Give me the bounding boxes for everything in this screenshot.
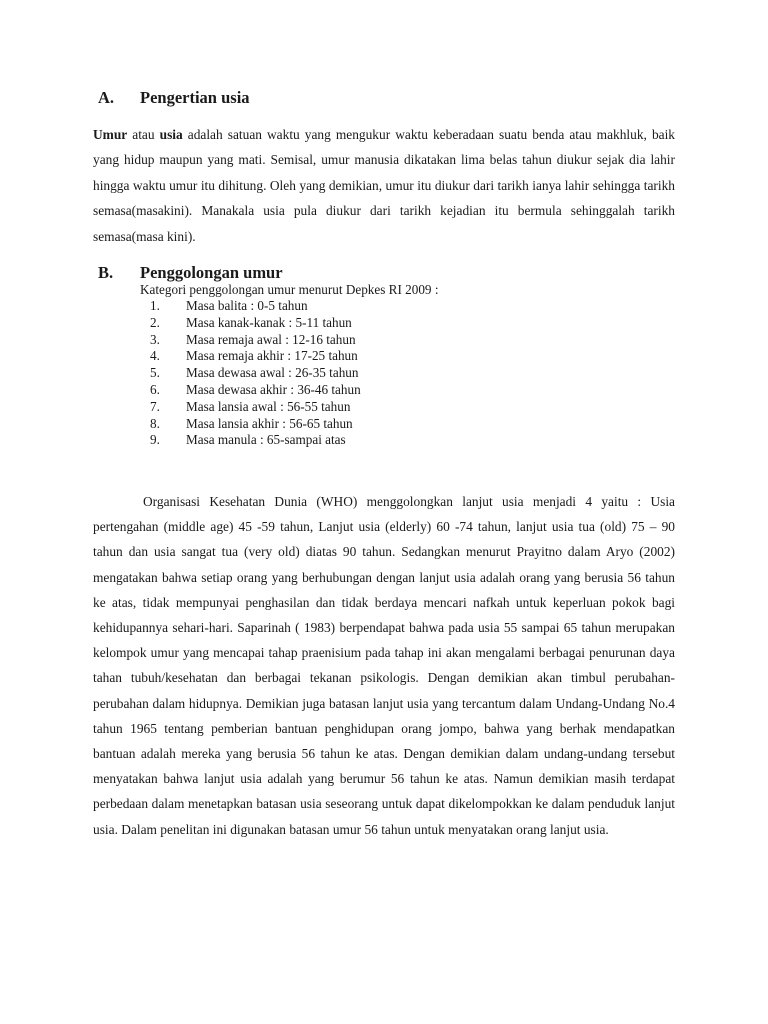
section-b-title: Penggolongan umur [140,263,283,282]
who-classification-paragraph: Organisasi Kesehatan Dunia (WHO) menggolongkan lanjut usia menjadi 4 yaitu : Usia pertengahan (middle age) 45 -59 tahun, Lanjut usia (elderly) 60 -74 tahun, lanjut usia tua (old) 75 – 90 tahun dan usia sangat tua (very old) diatas 90 tahun. Sedangkan menurut Prayitno dalam Aryo (2002) mengatakan bahwa setiap orang yang berhubungan dengan lanjut usia adalah orang yang berusia 56 tahun ke atas, tidak mempunyai penghasilan dan tidak berdaya mencari nafkah untuk keperluan pokok bagi kehidupannya sehari-hari. Saparinah ( 1983) berpendapat bahwa pada usia 55 sampai 65 tahun merupakan kelompok umur yang mencapai tahap praenisium pada tahap ini akan mengalami berbagai penurunan daya tahan tubuh/kesehatan dan berbagai tekanan psikologis. Dengan demikian akan timbul perubahan-perubahan dalam hidupnya. Demikian juga batasan lanjut usia yang tercantum dalam Undang-Undang No.4 tahun 1965 tentang pemberian bantuan penghidupan orang jompo, bahwa yang berhak mendapatkan bantuan adalah mereka yang berusia 56 tahun ke atas. Dengan demikian dalam undang-undang tersebut menyatakan bahwa lanjut usia adalah yang berumur 56 tahun ke atas. Namun demikian masih terdapat perbedaan dalam menetapkan batasan usia seseorang untuk dapat dikelompokkan ke dalam penduduk lanjut usia. Dalam penelitan ini digunakan batasan umur 56 tahun untuk menyatakan orang lanjut usia. [93,494,675,837]
term-umur: Umur [93,127,128,142]
list-item [150,399,361,416]
section-a-heading [98,88,250,108]
list-text: Masa lansia awal : 56-55 tahun [186,398,351,414]
list-item [150,348,361,365]
list-text: Masa remaja awal : 12-16 tahun [186,331,356,347]
list-number: 6. [150,381,160,397]
category-intro: Kategori penggolongan umur menurut Depkes RI 2009 : [140,282,439,297]
list-number: 8. [150,415,160,431]
definition-text: adalah satuan waktu yang mengukur waktu keberadaan suatu benda atau makhluk, baik yang hidup maupun yang mati. Semisal, umur manusia dikatakan lima belas tahun diukur sejak dia lahir hingga waktu umur itu dihitung. Oleh yang demikian, umur itu diukur dari tarikh ianya lahir sehingga tarikh semasa(masakini). Manakala usia pula diukur dari tarikh kejadian itu bermula sehinggalah tarikh semasa(masa kini). [93,127,675,244]
section-b-letter: B. [98,263,114,282]
list-item [150,432,361,449]
list-number: 2. [150,314,160,330]
section-a-title: Pengertian usia [140,88,250,107]
list-item [150,315,361,332]
list-number: 9. [150,432,160,448]
age-category-list [150,298,361,449]
list-item [150,416,361,433]
list-text: Masa remaja akhir : 17-25 tahun [186,348,358,364]
list-number: 7. [150,398,160,414]
list-text: Masa dewasa awal : 26-35 tahun [186,365,359,381]
list-number: 4. [150,348,160,364]
term-usia: usia [159,127,183,142]
list-text: Masa dewasa akhir : 36-46 tahun [186,381,361,397]
section-a-letter: A. [98,88,115,107]
list-text: Masa lansia akhir : 56-65 tahun [186,415,353,431]
list-number: 3. [150,331,160,347]
list-number: 5. [150,365,160,381]
list-text: Masa manula : 65-sampai atas [186,432,346,448]
definition-paragraph [93,122,675,249]
section-b-heading [98,263,283,283]
term-connector: atau [127,127,160,142]
list-number: 1. [150,298,160,313]
list-item [150,382,361,399]
list-item [150,365,361,382]
list-item [150,298,361,315]
list-item [150,332,361,349]
list-text: Masa balita : 0-5 tahun [186,298,308,313]
list-text: Masa kanak-kanak : 5-11 tahun [186,314,352,330]
